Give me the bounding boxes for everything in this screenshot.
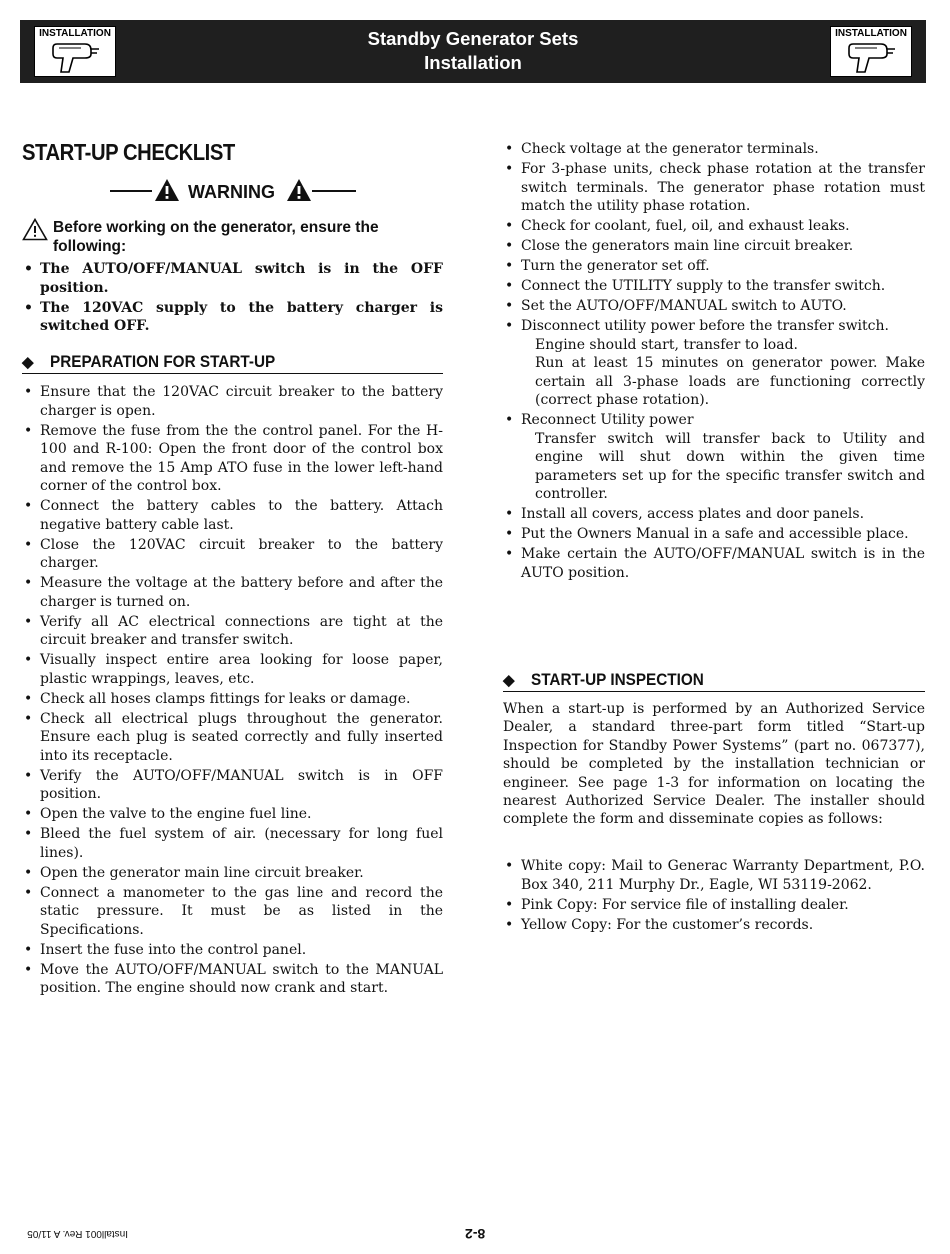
drill-icon <box>847 40 897 76</box>
list-item: • Set the AUTO/OFF/MANUAL switch to AUTO. <box>503 297 925 316</box>
list-item-text: Reconnect Utility power <box>521 412 694 428</box>
list-item: • Pink Copy: For service file of installing dealer. <box>503 896 925 915</box>
list-item: • Move the AUTO/OFF/MANUAL switch to the MANUAL position. The engine should now crank and start. <box>22 961 443 998</box>
page-title: START-UP CHECKLIST <box>22 139 235 165</box>
badge-label: INSTALLATION <box>39 28 111 39</box>
caution-triangle-icon <box>22 218 48 241</box>
list-item: • For 3-phase units, check phase rotation at the transfer switch terminals. The generator phase rotation must match the utility phase rotation. <box>503 160 925 216</box>
document-code: Install001 Rev. A 11/05 <box>27 1228 128 1239</box>
list-item: • Connect a manometer to the gas line and record the static pressure. It must be as listed in the Specifications. <box>22 884 443 940</box>
list-item: • Yellow Copy: For the customer’s records. <box>503 916 925 935</box>
section-heading-inspection <box>503 670 925 692</box>
list-item: • Put the Owners Manual in a safe and accessible place. <box>503 525 925 544</box>
diamond-bullet-icon: ◆ <box>503 672 515 689</box>
badge-label: INSTALLATION <box>835 28 907 39</box>
caution-note <box>22 218 443 256</box>
preparation-list <box>22 383 443 999</box>
page-header <box>20 20 926 83</box>
list-item: • Make certain the AUTO/OFF/MANUAL switch is in the AUTO position. <box>503 545 925 582</box>
list-item: • The 120VAC supply to the battery charger is switched OFF. <box>22 299 443 336</box>
list-item: • Close the 120VAC circuit breaker to the battery charger. <box>22 536 443 573</box>
inspection-copies-list <box>503 857 925 936</box>
warning-rule-left <box>110 190 152 192</box>
list-item: • Check voltage at the generator terminals. <box>503 140 925 159</box>
list-item: • Verify the AUTO/OFF/MANUAL switch is in OFF position. <box>22 767 443 804</box>
warning-triangle-icon <box>154 178 180 202</box>
installation-badge-right <box>830 26 912 77</box>
warning-rule-right <box>312 190 356 192</box>
list-item: • Check all hoses clamps fittings for leaks or damage. <box>22 690 443 709</box>
header-title-line2: Installation <box>424 52 522 73</box>
warning-label: WARNING <box>188 182 275 202</box>
list-item: • The AUTO/OFF/MANUAL switch is in the OFF position. <box>22 260 443 297</box>
inspection-paragraph: When a start-up is performed by an Authorized Service Dealer, a standard three-part form titled “Start-up Inspection for Standby Power Systems” (part no. 067377), should be completed by the installation technician or engineer. See page 1-3 for information on locating the nearest Authorized Service Dealer. The installer should complete the form and disseminate copies as follows: <box>503 701 925 828</box>
diamond-bullet-icon: ◆ <box>22 354 34 371</box>
section-heading-preparation <box>22 352 443 374</box>
caution-text: Before working on the generator, ensure the following: <box>53 219 379 255</box>
list-item: • Ensure that the 120VAC circuit breaker to the battery charger is open. <box>22 383 443 420</box>
list-item: • Open the generator main line circuit breaker. <box>22 864 443 883</box>
list-item: • Measure the voltage at the battery before and after the charger is turned on. <box>22 574 443 611</box>
list-item: • White copy: Mail to Generac Warranty Department, P.O. Box 340, 211 Murphy Dr., Eagle, WI 53119-2062. <box>503 857 925 894</box>
list-item: • Connect the UTILITY supply to the transfer switch. <box>503 277 925 296</box>
list-item <box>503 411 925 504</box>
header-title <box>20 27 926 75</box>
page-number-text: 8-2 <box>464 1226 486 1242</box>
header-title-line1: Standby Generator Sets <box>367 28 579 49</box>
list-item <box>503 317 925 410</box>
list-item: • Check all electrical plugs throughout the generator. Ensure each plug is seated correctly and fully inserted into its receptacle. <box>22 710 443 766</box>
list-item: • Turn the generator set off. <box>503 257 925 276</box>
list-item: • Verify all AC electrical connections are tight at the circuit breaker and transfer switch. <box>22 613 443 650</box>
list-item: • Visually inspect entire area looking for loose paper, plastic wrappings, leaves, etc. <box>22 651 443 688</box>
section-heading-text: START-UP INSPECTION <box>531 670 704 689</box>
list-item-text: Disconnect utility power before the transfer switch. <box>521 318 889 334</box>
list-item: • Install all covers, access plates and door panels. <box>503 505 925 524</box>
list-item: • Open the valve to the engine fuel line. <box>22 805 443 824</box>
list-item: • Insert the fuse into the control panel. <box>22 941 443 960</box>
list-item: • Remove the fuse from the the control panel. For the H-100 and R-100: Open the front door of the control box and remove the 15 Amp ATO fuse in the lower left-hand corner of the control box. <box>22 422 443 496</box>
list-item-note: Engine should start, transfer to load. <box>535 336 798 353</box>
list-item: • Check for coolant, fuel, oil, and exhaust leaks. <box>503 217 925 236</box>
warning-triangle-icon <box>286 178 312 202</box>
list-item-note: Run at least 15 minutes on generator power. Make certain all 3-phase loads are functioning correctly (correct phase rotation). <box>535 355 925 408</box>
list-item-note: Transfer switch will transfer back to Utility and engine will shut down within the given time parameters set up for the specific transfer switch and controller. <box>535 430 925 502</box>
list-item: • Connect the battery cables to the battery. Attach negative battery cable last. <box>22 497 443 534</box>
section-heading-text: PREPARATION FOR START-UP <box>50 352 276 371</box>
list-item: • Bleed the fuel system of air. (necessary for long fuel lines). <box>22 825 443 862</box>
safety-checklist <box>22 260 443 337</box>
startup-steps-list <box>503 140 925 584</box>
list-item: • Close the generators main line circuit breaker. <box>503 237 925 256</box>
page-number <box>0 1226 950 1242</box>
warning-banner <box>110 178 356 208</box>
